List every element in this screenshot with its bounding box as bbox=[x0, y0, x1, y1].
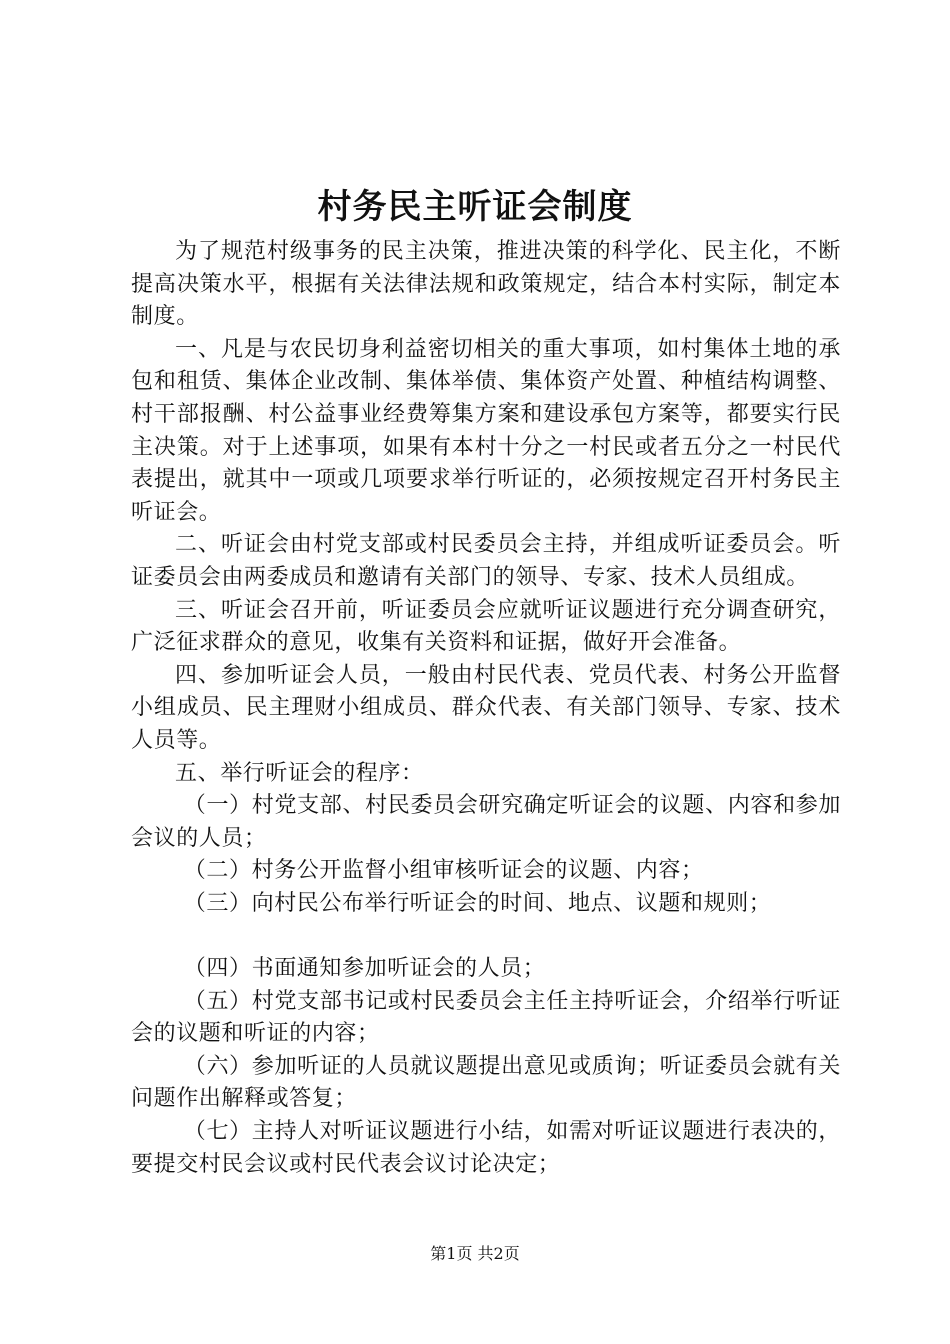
paragraph-intro: 为了规范村级事务的民主决策，推进决策的科学化、民主化，不断提高决策水平，根据有关法律法规和政策规定，结合本村实际，制定本制度。 bbox=[131, 239, 841, 330]
procedure-step-5: （五）村党支部书记或村民委员会主任主持听证会，介绍举行听证会的议题和听证的内容； bbox=[131, 988, 841, 1047]
paragraph-article-5: 五、举行听证会的程序： bbox=[175, 760, 424, 786]
document-title: 村务民主听证会制度 bbox=[317, 187, 633, 227]
paragraph-article-1: 一、凡是与农民切身利益密切相关的重大事项，如村集体土地的承包和租赁、集体企业改制、集体举债、集体资产处置、种植结构调整、村干部报酬、村公益事业经费筹集方案和建设承包方案等，都要实行民主决策。对于上述事项，如果有本村十分之一村民或者五分之一村民代表提出，就其中一项或几项要求举行听证的，必须按规定召开村务民主听证会。 bbox=[131, 336, 841, 525]
paragraph-article-4: 四、参加听证会人员，一般由村民代表、党员代表、村务公开监督小组成员、民主理财小组成员、群众代表、有关部门领导、专家、技术人员等。 bbox=[131, 662, 841, 753]
procedure-step-3: （三）向村民公布举行听证会的时间、地点、议题和规则； bbox=[183, 890, 772, 916]
document-body bbox=[131, 236, 841, 1181]
procedure-step-6: （六）参加听证的人员就议题提出意见或质询；听证委员会就有关问题作出解释或答复； bbox=[131, 1053, 841, 1112]
procedure-step-4: （四）书面通知参加听证会的人员； bbox=[183, 956, 546, 982]
blank-line bbox=[131, 920, 841, 953]
procedure-step-1: （一）村党支部、村民委员会研究确定听证会的议题、内容和参加会议的人员； bbox=[131, 793, 841, 851]
procedure-step-7: （七）主持人对听证议题进行小结，如需对听证议题进行表决的，要提交村民会议或村民代表会议讨论决定； bbox=[131, 1119, 841, 1177]
paragraph-article-3: 三、听证会召开前，听证委员会应就听证议题进行充分调查研究，广泛征求群众的意见，收集有关资料和证据，做好开会准备。 bbox=[131, 597, 841, 656]
page-footer: 第1页 共2页 bbox=[430, 1244, 520, 1263]
procedure-step-2: （二）村务公开监督小组审核听证会的议题、内容； bbox=[183, 858, 704, 884]
paragraph-article-2: 二、听证会由村党支部或村民委员会主持，并组成听证委员会。听证委员会由两委成员和邀请有关部门的领导、专家、技术人员组成。 bbox=[131, 532, 841, 590]
